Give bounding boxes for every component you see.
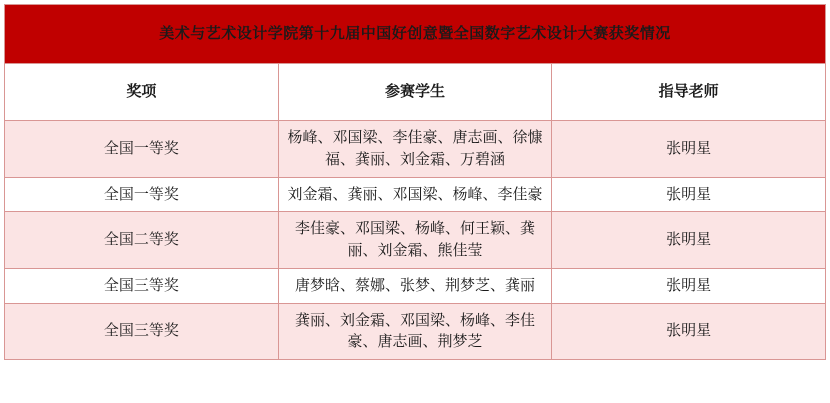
cell-award: 全国一等奖 — [5, 177, 279, 212]
column-header-award: 奖项 — [5, 64, 279, 121]
column-header-teacher: 指导老师 — [552, 64, 826, 121]
cell-students: 刘金霜、龚丽、邓国梁、杨峰、李佳豪 — [278, 177, 552, 212]
table-row — [5, 212, 826, 269]
cell-students: 李佳豪、邓国梁、杨峰、何王颖、龚丽、刘金霜、熊佳莹 — [278, 212, 552, 269]
cell-students: 唐梦晗、蔡娜、张梦、荆梦芝、龚丽 — [278, 268, 552, 303]
cell-students: 龚丽、刘金霜、邓国梁、杨峰、李佳豪、唐志画、荆梦芝 — [278, 303, 552, 360]
cell-award: 全国三等奖 — [5, 268, 279, 303]
award-table — [4, 4, 826, 360]
table-row — [5, 303, 826, 360]
table-row — [5, 268, 826, 303]
cell-award: 全国三等奖 — [5, 303, 279, 360]
cell-teacher: 张明星 — [552, 268, 826, 303]
table-title-row — [5, 5, 826, 64]
table-row — [5, 177, 826, 212]
cell-teacher: 张明星 — [552, 303, 826, 360]
cell-award: 全国一等奖 — [5, 121, 279, 178]
cell-teacher: 张明星 — [552, 121, 826, 178]
column-header-students: 参赛学生 — [278, 64, 552, 121]
cell-award: 全国二等奖 — [5, 212, 279, 269]
table-row — [5, 121, 826, 178]
cell-teacher: 张明星 — [552, 212, 826, 269]
page-title: 美术与艺术设计学院第十九届中国好创意暨全国数字艺术设计大赛获奖情况 — [5, 5, 826, 64]
table-header-row — [5, 64, 826, 121]
cell-students: 杨峰、邓国梁、李佳豪、唐志画、徐慷福、龚丽、刘金霜、万碧涵 — [278, 121, 552, 178]
cell-teacher: 张明星 — [552, 177, 826, 212]
